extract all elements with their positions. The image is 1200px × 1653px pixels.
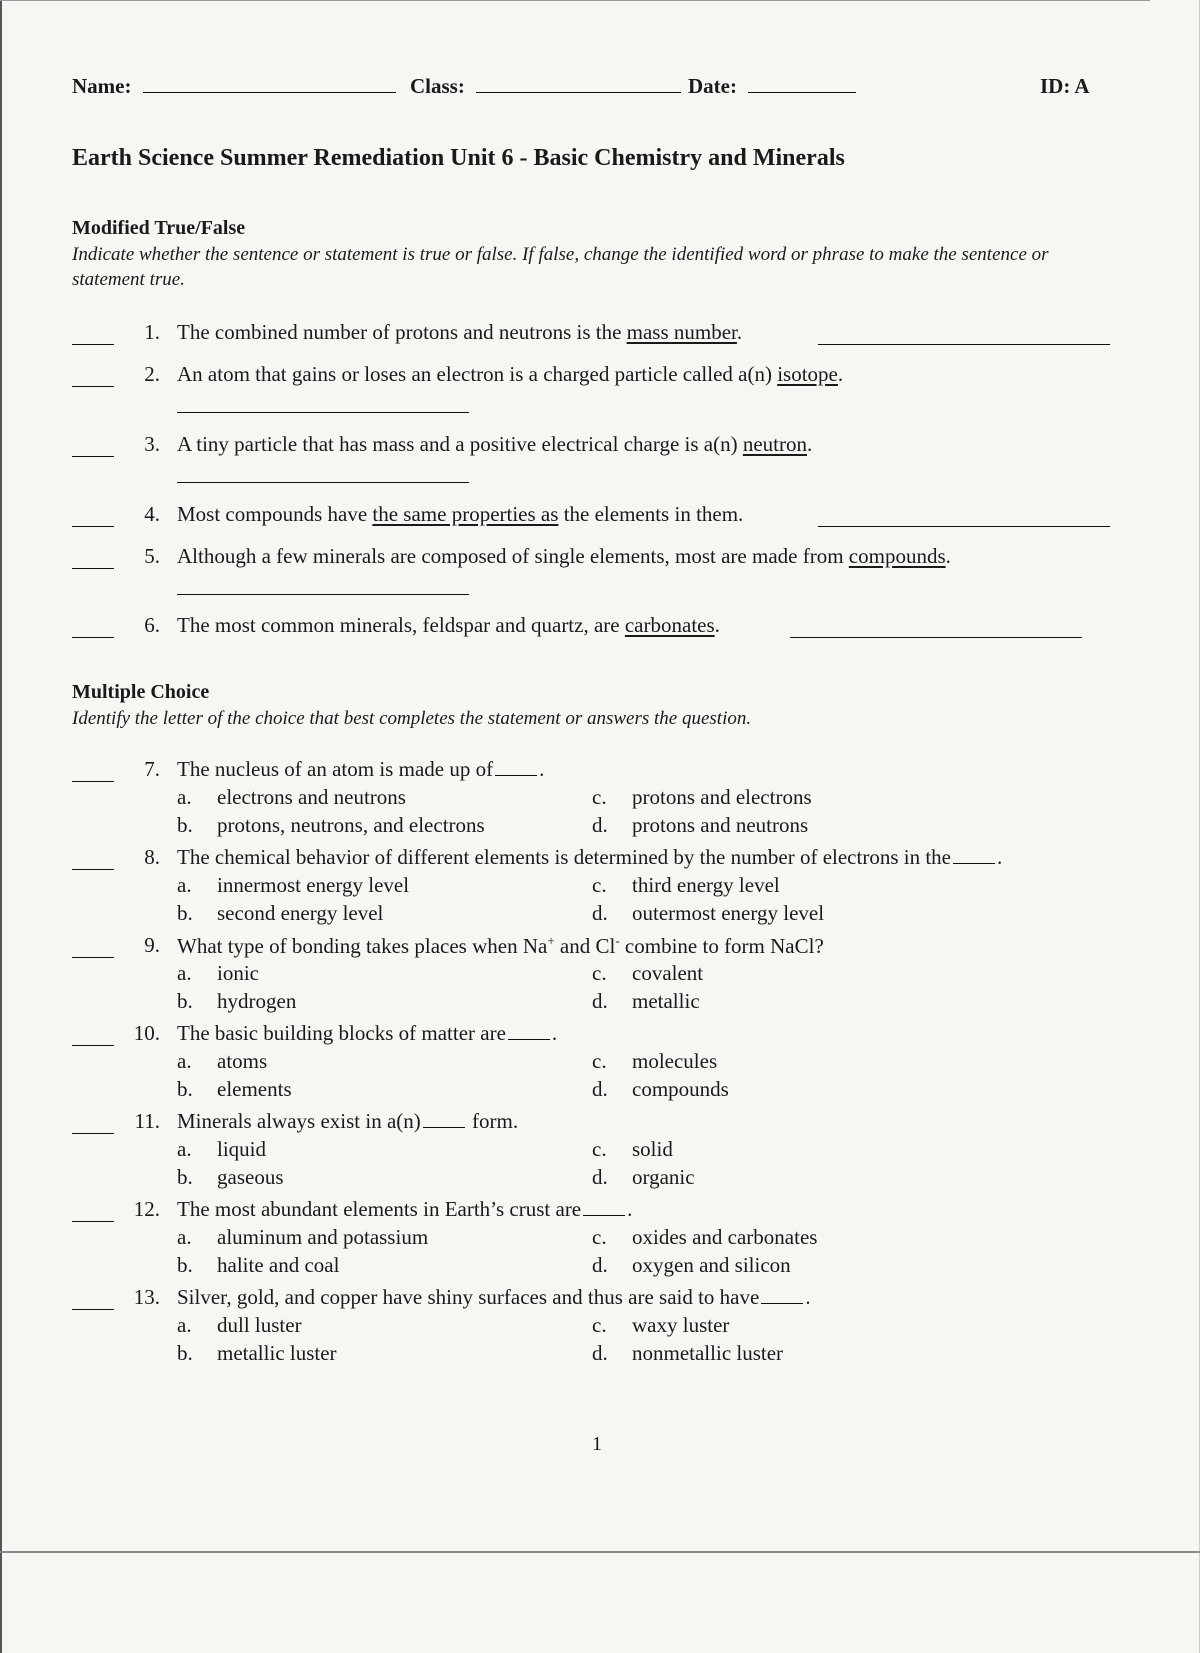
choice-b[interactable]: b. protons, neutrons, and electrons [177,813,485,837]
choice-b[interactable]: b. halite and coal [177,1253,340,1277]
identified-phrase: the same properties as [372,502,559,526]
question-text: A tiny particle that has mass and a positive electrical charge is a(n) neutron. [177,432,813,456]
name-label: Name: [72,74,132,98]
fill-blank [423,1111,465,1128]
class-field [410,74,681,99]
question-text: The most common minerals, feldspar and quartz, are carbonates. [177,613,720,637]
choice-c[interactable]: c. protons and electrons [592,785,812,809]
identified-phrase: neutron [742,432,807,456]
choice-a[interactable]: a. aluminum and potassium [177,1225,429,1249]
choice-b[interactable]: b. second energy level [177,901,384,925]
correction-line[interactable] [177,411,469,413]
question-number: 8. [144,845,160,869]
page-break-line [0,1551,1200,1553]
question-number: 1. [144,320,160,344]
choice-a[interactable]: a. innermost energy level [177,873,410,897]
answer-blank[interactable] [72,868,114,870]
choice-d[interactable]: d. metallic [592,989,700,1013]
multiple-choice-instructions: Identify the letter of the choice that best completes the statement or answers the question. [72,708,752,729]
question-number: 4. [144,502,160,526]
choice-c[interactable]: c. third energy level [592,873,780,897]
paper-left-edge [0,0,2,1653]
answer-blank[interactable] [72,780,114,782]
id-label: ID: A [1040,74,1090,98]
name-field [72,74,396,99]
question-text: What type of bonding takes places when Na+ and Cl- combine to form NaCl? [177,933,824,958]
page-number: 1 [592,1433,602,1455]
true-false-heading: Modified True/False [72,217,246,239]
choice-a[interactable]: a. liquid [177,1137,267,1161]
question-number: 12. [133,1197,160,1221]
choice-d[interactable]: d. outermost energy level [592,901,825,925]
answer-blank[interactable] [72,343,114,345]
choice-b[interactable]: b. elements [177,1077,292,1101]
correction-line[interactable] [818,343,1110,345]
fill-blank [583,1199,625,1216]
question-text: Minerals always exist in a(n) form. [177,1109,519,1133]
name-blank[interactable] [143,74,396,93]
answer-blank[interactable] [72,1044,114,1046]
correction-line[interactable] [177,481,469,483]
choice-c[interactable]: c. oxides and carbonates [592,1225,818,1249]
question-text: The nucleus of an atom is made up of . [177,757,545,781]
date-blank[interactable] [748,74,856,93]
question-text: An atom that gains or loses an electron is a charged particle called a(n) isotope. [177,362,844,386]
question-text: The combined number of protons and neutrons is the mass number. [177,320,743,344]
true-false-instructions: Indicate whether the sentence or statement is true or false. If false, change the identified word or phrase to make the sentence or statement true. [72,244,1049,290]
choice-d[interactable]: d. oxygen and silicon [592,1253,791,1277]
question-text: The basic building blocks of matter are . [177,1021,558,1045]
choice-a[interactable]: a. atoms [177,1049,268,1073]
choice-c[interactable]: c. waxy luster [592,1313,730,1337]
choice-a[interactable]: a. electrons and neutrons [177,785,406,809]
choice-b[interactable]: b. metallic luster [177,1341,337,1365]
correction-line[interactable] [790,636,1082,638]
question-number: 13. [133,1285,160,1309]
question-text: Most compounds have the same properties as the elements in them. [177,502,744,526]
fill-blank [953,847,995,864]
answer-blank[interactable] [72,1308,114,1310]
identified-phrase: compounds [848,544,946,568]
page-title: Earth Science Summer Remediation Unit 6 - Basic Chemistry and Minerals [72,145,845,171]
question-number: 11. [134,1109,160,1133]
date-field [688,74,856,99]
paper-top-edge [0,0,1150,1]
choice-c[interactable]: c. molecules [592,1049,718,1073]
question-text: Silver, gold, and copper have shiny surfaces and thus are said to have . [177,1285,811,1309]
identified-phrase: isotope [777,362,838,386]
question-number: 2. [144,362,160,386]
question-text: The most abundant elements in Earth’s crust are . [177,1197,633,1221]
fill-blank [761,1287,803,1304]
answer-blank[interactable] [72,1132,114,1134]
answer-blank[interactable] [72,956,114,958]
question-number: 6. [144,613,160,637]
class-blank[interactable] [476,74,681,93]
answer-blank[interactable] [72,525,114,527]
choice-d[interactable]: d. nonmetallic luster [592,1341,784,1365]
fill-blank [508,1023,550,1040]
multiple-choice-heading: Multiple Choice [72,681,210,703]
choice-d[interactable]: d. protons and neutrons [592,813,809,837]
choice-b[interactable]: b. gaseous [177,1165,284,1189]
question-number: 9. [144,933,160,957]
answer-blank[interactable] [72,1220,114,1222]
choice-a[interactable]: a. dull luster [177,1313,302,1337]
date-label: Date: [688,74,737,98]
question-number: 3. [144,432,160,456]
answer-blank[interactable] [72,567,114,569]
choice-c[interactable]: c. solid [592,1137,673,1161]
answer-blank[interactable] [72,385,114,387]
choice-a[interactable]: a. ionic [177,961,259,985]
identified-phrase: carbonates [624,613,715,637]
fill-blank [495,759,537,776]
correction-line[interactable] [818,525,1110,527]
choice-b[interactable]: b. hydrogen [177,989,297,1013]
choice-c[interactable]: c. covalent [592,961,704,985]
answer-blank[interactable] [72,636,114,638]
answer-blank[interactable] [72,455,114,457]
question-number: 5. [144,544,160,568]
question-text: The chemical behavior of different elements is determined by the number of electrons in the . [177,845,1003,869]
choice-d[interactable]: d. organic [592,1165,695,1189]
question-number: 10. [133,1021,160,1045]
class-label: Class: [410,74,465,98]
correction-line[interactable] [177,593,469,595]
question-text: Although a few minerals are composed of single elements, most are made from compounds. [177,544,951,568]
choice-d[interactable]: d. compounds [592,1077,729,1101]
question-number: 7. [144,757,160,781]
identified-phrase: mass number [626,320,737,344]
